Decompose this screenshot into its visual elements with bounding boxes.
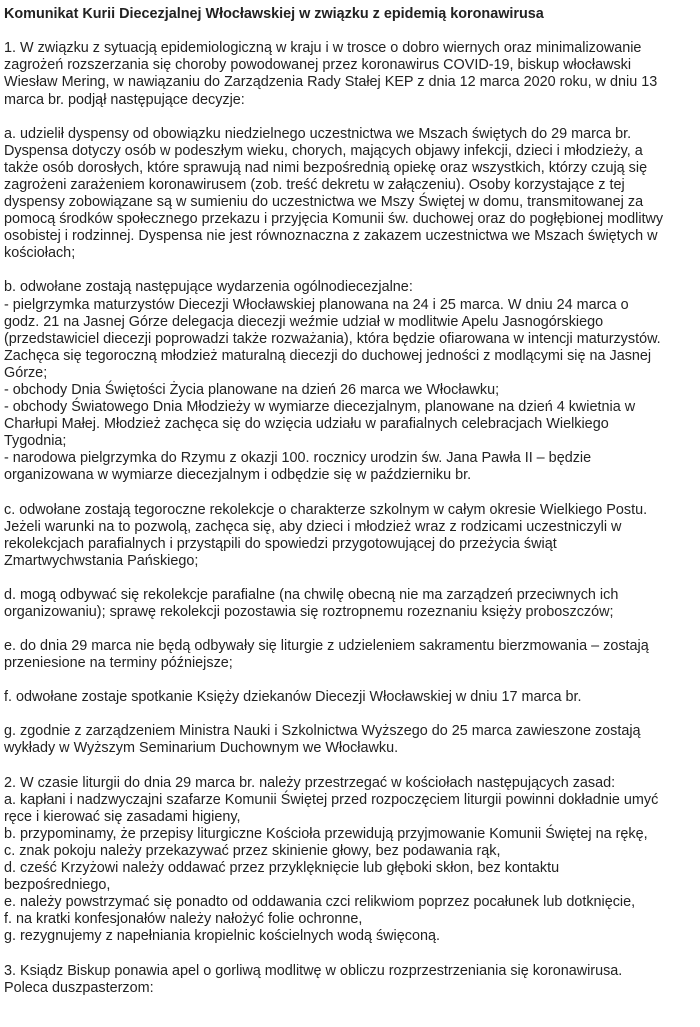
- paragraph-line: Dyspensa dotyczy osób w podeszłym wieku, chorych, mających objawy infekcji, dzieci i młodzieży, a: [4, 142, 643, 159]
- paragraph-line: Jeżeli warunki na to pozwolą, zachęca się, aby dzieci i młodzież wraz z rodzicami uczestniczyli w: [4, 518, 622, 535]
- paragraph-line: zagrożeń rozszerzania się choroby powodowanej przez koronawirus COVID-19, biskup włocławski: [4, 57, 632, 74]
- paragraph-line: organizowaniu); sprawę rekolekcji pozostawia się roztropnemu rozeznaniu księży proboszczów;: [4, 604, 614, 620]
- paragraph-line: b. przypominamy, że przepisy liturgiczne Kościoła przewidują przyjmowanie Komunii Świętej na rękę,: [4, 825, 648, 842]
- paragraph-line: d. mogą odbywać się rekolekcje parafialne (na chwilę obecną nie ma zarządzeń przeciwnych ich: [4, 586, 619, 603]
- paragraph-line: g. rezygnujemy z napełniania kropielnic kościelnych wodą święconą.: [4, 928, 440, 945]
- paragraph: [4, 587, 694, 621]
- paragraph-line: c. odwołane zostają tegoroczne rekolekcje o charakterze szkolnym w całym okresie Wielkiego Postu.: [4, 501, 648, 518]
- paragraph-line: c. znak pokoju należy przekazywać przez skinienie głowy, bez podawania rąk,: [4, 842, 501, 859]
- paragraph-line: a. kapłani i nadzwyczajni szafarze Komunii Świętej przed rozpoczęciem liturgii powinni dokładnie umyć: [4, 791, 659, 808]
- paragraph-line: e. do dnia 29 marca nie będą odbywały się liturgie z udzieleniem sakramentu bierzmowania – zostają: [4, 638, 649, 655]
- paragraph-line: g. zgodnie z zarządzeniem Ministra Nauki i Szkolnictwa Wyższego do 25 marca zawieszone zostają: [4, 723, 641, 740]
- paragraph-line: d. cześć Krzyżowi należy oddawać przez przyklęknięcie lub głęboki skłon, bez kontaktu: [4, 860, 560, 877]
- paragraph-line: f. odwołane zostaje spotkanie Księży dziekanów Diecezji Włocławskiej w dniu 17 marca br.: [4, 689, 582, 706]
- paragraph-line: - pielgrzymka maturzystów Diecezji Włocławskiej planowana na 24 i 25 marca. W dniu 24 marca o: [4, 296, 629, 313]
- paragraph: [4, 723, 694, 757]
- paragraph-line: organizowana w wymiarze diecezjalnym i odbędzie się w październiku br.: [4, 467, 472, 484]
- paragraph-line: Poleca duszpasterzom:: [4, 979, 154, 996]
- paragraph-line: Górze;: [4, 364, 48, 381]
- paragraph-line: zagrożeni zarażeniem koronawirusem (zob. treść dekretu w załączeniu). Osoby korzystające z tej: [4, 176, 625, 193]
- paragraph: [4, 775, 694, 946]
- paragraph-line: dyspensy zobowiązane są w sumieniu do uczestnictwa we Mszy Świętej w domu, transmitowanej za: [4, 194, 644, 211]
- paragraph-line: rekolekcjach parafialnych i przystąpili do spowiedzi przygotowującej do przeżycia świąt: [4, 535, 557, 552]
- paragraph-line: Zachęca się tegoroczną młodzież maturalną diecezji do duchowej jedności z modlącymi się na Jasnej: [4, 347, 652, 364]
- paragraph-line: e. należy powstrzymać się ponadto od oddawania czci relikwiom poprzez pocałunek lub dotknięcie,: [4, 894, 636, 911]
- paragraph-line: Tygodnia;: [4, 433, 67, 450]
- paragraph-line: marca br. podjął następujące decyzje:: [4, 91, 245, 108]
- paragraph-line: Wiesław Mering, w nawiązaniu do Zarządzenia Rady Stałej KEP z dnia 12 marca 2020 roku, w dniu 13: [4, 74, 658, 91]
- paragraph-line: kościołach;: [4, 245, 76, 262]
- paragraph: [4, 126, 694, 263]
- paragraph-line: przeniesione na terminy późniejsze;: [4, 655, 233, 672]
- paragraph-line: Charłupi Małej. Młodzież zachęca się do wzięcia udziału w parafialnych celebracjach Wielkiego: [4, 416, 609, 433]
- document-body: [4, 40, 694, 996]
- paragraph-line: godz. 21 na Jasnej Górze delegacja diecezji weźmie udział w modlitwie Apelu Jasnogórskiego: [4, 313, 604, 330]
- paragraph-line: 2. W czasie liturgii do dnia 29 marca br. należy przestrzegać w kościołach następujących zasad:: [4, 774, 616, 791]
- paragraph-line: osobistej i rodzinnej. Dyspensa nie jest równoznaczna z zakazem uczestnictwa we Mszach świętych w: [4, 228, 658, 245]
- paragraph: [4, 963, 694, 997]
- paragraph-line: f. na kratki konfesjonałów należy nałożyć folie ochronne,: [4, 911, 363, 928]
- paragraph: [4, 689, 694, 706]
- paragraph-line: ręce i kierować się zasadami higieny,: [4, 808, 241, 825]
- paragraph-line: b. odwołane zostają następujące wydarzenia ogólnodiecezjalne:: [4, 279, 413, 296]
- paragraph-line: - obchody Dnia Świętości Życia planowane na dzień 26 marca we Włocławku;: [4, 381, 500, 398]
- paragraph-line: - obchody Światowego Dnia Młodzieży w wymiarze diecezjalnym, planowane na dzień 4 kwietnia w: [4, 399, 636, 416]
- paragraph-line: 3. Ksiądz Biskup ponawia apel o gorliwą modlitwę w obliczu rozprzestrzeniania się koronawirusa.: [4, 962, 623, 979]
- paragraph-line: Zmartwychwstania Pańskiego;: [4, 552, 199, 569]
- document-title: Komunikat Kurii Diecezjalnej Włocławskiej w związku z epidemią koronawirusa: [4, 6, 544, 22]
- paragraph-line: pomocą środków społecznego przekazu i przyjęcia Komunii św. duchowej oraz do pogłębionej modlitwy: [4, 211, 664, 228]
- paragraph-line: a. udzielił dyspensy od obowiązku niedzielnego uczestnictwa we Mszach świętych do 29 marca br.: [4, 125, 632, 142]
- paragraph-line: wykłady w Wyższym Seminarium Duchownym we Włocławku.: [4, 740, 399, 757]
- paragraph: [4, 638, 694, 672]
- paragraph: [4, 502, 694, 570]
- paragraph-line: bezpośredniego,: [4, 877, 111, 894]
- paragraph-line: (przedstawiciel diecezji poprowadzi także rozważania), która będzie ofiarowana w intencji maturzystów.: [4, 330, 661, 347]
- document: [4, 0, 694, 997]
- paragraph-line: 1. W związku z sytuacją epidemiologiczną w kraju i w trosce o dobro wiernych oraz minimalizowanie: [4, 40, 642, 57]
- paragraph: [4, 40, 694, 108]
- paragraph-line: - narodowa pielgrzymka do Rzymu z okazji 100. rocznicy urodzin św. Jana Pawła II – będzie: [4, 450, 592, 467]
- paragraph-line: także osób dorosłych, które sprawują nad nimi bezpośrednią opiekę oraz wszystkich, którzy czują się: [4, 159, 648, 176]
- paragraph: [4, 279, 694, 484]
